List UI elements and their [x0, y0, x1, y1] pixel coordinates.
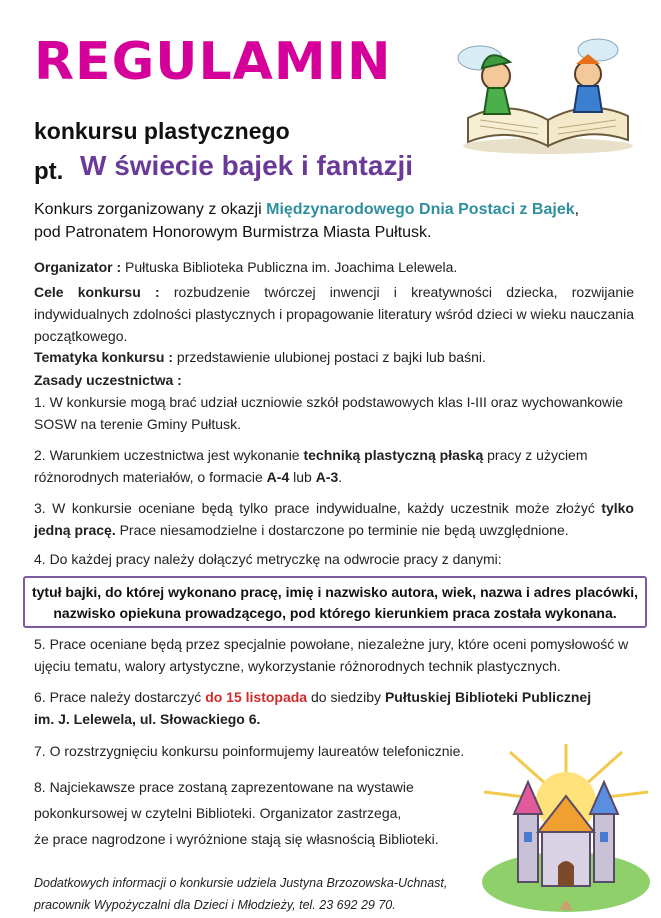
contact-footer	[34, 872, 594, 916]
rule-2-technique: techniką plastyczną płaską	[303, 447, 484, 463]
page-title: REGULAMIN	[34, 32, 392, 92]
goals-text: rozbudzenie twórczej inwencji i kreatywności dziecka, rozwijanie indywidualnych zdolności plastycznych i propagowanie literatury wśród dzieci w wieku nauczania początkowego.	[34, 284, 634, 344]
intro-patronage: pod Patronatem Honorowym Burmistrza Miasta Pułtusk.	[34, 224, 432, 241]
rule-6-library: Pułtuskiej Biblioteki Publicznej	[384, 689, 592, 705]
rule-2	[34, 444, 634, 488]
organizer-text: Pułtuska Biblioteka Publiczna im. Joachima Lelewela.	[121, 259, 458, 275]
rule-3	[34, 497, 634, 541]
rule-2-format-a3: A-3	[315, 469, 339, 485]
rule-2-format-a4: A-4	[266, 469, 290, 485]
intro-highlight: Międzynarodowego Dnia Postaci z Bajek	[266, 201, 575, 218]
rule-6-text-a: 6. Prace należy dostarczyć	[34, 689, 206, 705]
rules-heading: Zasady uczestnictwa :	[34, 372, 182, 388]
subtitle-contest-type: konkursu plastycznego	[34, 118, 290, 144]
theme-label: Tematyka konkursu :	[34, 349, 174, 365]
rule-7: 7. O rozstrzygnięciu konkursu poinformujemy laureatów telefonicznie.	[34, 743, 465, 759]
rule-2-text-g: .	[338, 469, 343, 485]
rule-2-text-a: 2. Warunkiem uczestnictwa jest wykonanie	[34, 447, 304, 463]
contact-line-2: pracownik Wypożyczalni dla Dzieci i Młodzieży, tel. 23 692 29 70.	[34, 898, 396, 912]
intro-paragraph	[34, 198, 634, 244]
subtitle-prefix: pt.	[34, 158, 64, 185]
rule-2-text-c: pracy z użyciem różnorodnych materiałów, o formacie	[34, 447, 588, 485]
intro-comma: ,	[574, 201, 580, 218]
subtitle-contest-name: W świecie bajek i fantazji	[80, 150, 414, 181]
theme-text: przedstawienie ulubionej postaci z bajki lub baśni.	[173, 349, 486, 365]
rule-3-text-a: 3. W konkursie oceniane będą tylko prace indywidualne, każdy uczestnik może złożyć	[34, 500, 602, 516]
rule-2-text-e: lub	[289, 469, 316, 485]
organizer-label: Organizator :	[34, 259, 122, 275]
rule-5: 5. Prace oceniane będą przez specjalnie powołane, niezależne jury, które oceni pomysłowość w ujęciu tematu, walory artystyczne, wykorzystanie różnorodnych technik plastycznych.	[34, 636, 629, 674]
rule-3-one-work: tylko jedną pracę.	[34, 500, 634, 538]
rule-6-text-c: do siedziby	[307, 689, 385, 705]
rule-6	[34, 686, 634, 730]
goals-paragraph	[34, 281, 634, 347]
metadata-box-line-2: nazwisko opiekuna prowadzącego, pod którego kierunkiem praca została wykonana.	[53, 605, 617, 621]
goals-label: Cele konkursu :	[34, 284, 160, 300]
rule-4: 4. Do każdej pracy należy dołączyć metryczkę na odwrocie pracy z danymi:	[34, 551, 502, 567]
rule-8-line-2: pokonkursowej w czytelni Biblioteki. Organizator zastrzega,	[34, 805, 402, 821]
theme-paragraph	[34, 346, 634, 368]
intro-text: Konkurs zorganizowany z okazji	[34, 201, 267, 218]
rule-3-text-c: Prace niesamodzielne i dostarczone po terminie nie będą uwzględnione.	[115, 522, 569, 538]
contact-line-1: Dodatkowych informacji o konkursie udziela Justyna Brzozowska-Uchnast,	[34, 876, 448, 890]
metadata-box-line-1: tytuł bajki, do której wykonano pracę, imię i nazwisko autora, wiek, nazwa i adres placówki,	[31, 584, 639, 600]
rule-8-line-1: 8. Najciekawsze prace zostaną zaprezentowane na wystawie	[34, 779, 414, 795]
metadata-box	[23, 576, 647, 628]
rule-6-deadline: do 15 listopada	[205, 689, 308, 705]
rule-8	[34, 774, 474, 852]
rule-8-line-3: że prace nagrodzone i wyróżnione stają się własnością Biblioteki.	[34, 831, 439, 847]
organizer-paragraph	[34, 256, 634, 278]
rule-6-address: im. J. Lelewela, ul. Słowackiego 6.	[34, 711, 261, 727]
rule-1: 1. W konkursie mogą brać udział uczniowie szkół podstawowych klas I-III oraz wychowankowie SOSW na terenie Gminy Pułtusk.	[34, 394, 624, 432]
fairies-book-illustration	[448, 28, 648, 156]
